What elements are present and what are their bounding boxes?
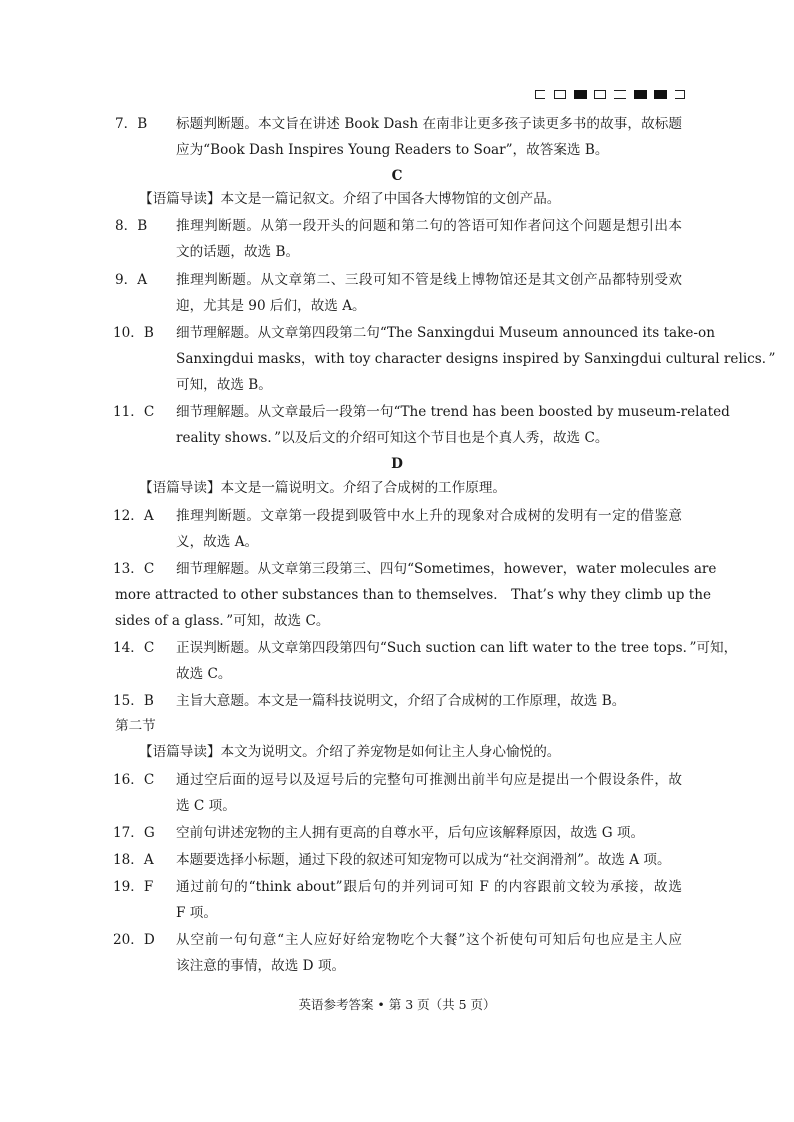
item-text: Sanxingdui masks，with toy character designs inspired by Sanxingdui cultural relics．” [176,351,776,367]
item-number: 11．C [113,404,155,420]
item-text: 正误判断题。从文章第四段第四句“Such suction can lift water to the tree tops．”可知， [176,640,738,656]
header-mark-icon [574,90,587,99]
item-number: 19．F [113,879,154,895]
item-text: more attracted to other substances than to themselves． That’s why they climb up the [115,587,712,603]
item-text: reality shows．”以及后文的介绍可知这个节目也是个真人秀，故选 C。 [176,430,609,446]
item-text: 义，故选 A。 [176,534,259,550]
item-text: sides of a glass．”可知，故选 C。 [115,613,330,629]
header-mark-icon [614,90,626,99]
item-text: 选 C 项。 [176,798,236,814]
item-text: 推理判断题。文章第一段提到吸管中水上升的现象对合成树的发明有一定的借鉴意 [176,508,682,524]
item-number: 20．D [113,932,155,948]
item-number: 10．B [113,325,154,341]
header-mark-icon [554,90,566,99]
item-text: 故选 C。 [176,666,232,682]
item-text: 应为“Book Dash Inspires Young Readers to Soar”，故答案选 B。 [176,142,609,158]
item-text: 标题判断题。本文旨在讲述 Book Dash 在南非让更多孩子读更多书的故事，故标题 [176,116,682,132]
page-footer: 英语参考答案 • 第 3 页（共 5 页） [298,997,496,1012]
item-number: 15．B [113,693,154,709]
header-mark-icon [675,90,685,99]
item-number: 12．A [113,508,154,524]
item-text: 推理判断题。从第一段开头的问题和第二句的答语可知作者问这个问题是想引出本 [176,218,682,234]
header-mark-icon [654,90,667,99]
item-text: 文的话题，故选 B。 [176,244,300,260]
item-text: 通过前句的“think about”跟后句的并列词可知 F 的内容跟前文较为承接，故选 [176,879,682,895]
item-text: 通过空后面的逗号以及逗号后的完整句可推测出前半句应是提出一个假设条件，故 [176,772,682,788]
header-mark-icon [634,90,647,99]
item-number: 9．A [115,272,148,288]
item-number: 16．C [113,772,155,788]
header-mark-icon [594,90,606,99]
item-number: 18．A [113,852,154,868]
item-text: 主旨大意题。本文是一篇科技说明文，介绍了合成树的工作原理，故选 B。 [176,693,626,709]
item-text: 推理判断题。从文章第二、三段可知不管是线上博物馆还是其文创产品都特别受欢 [176,272,682,288]
item-text: 从空前一句句意“主人应好好给宠物吃个大餐”这个祈使句可知后句也应是主人应 [176,932,682,948]
item-text: 本题要选择小标题，通过下段的叙述可知宠物可以成为“社交润滑剂”。故选 A 项。 [176,852,671,868]
item-number: 7．B [115,116,148,132]
item-number: 13．C [113,561,155,577]
item-number: 17．G [113,825,155,841]
item-text: 可知，故选 B。 [176,377,272,393]
item-text: F 项。 [176,905,217,921]
item-text: 空前句讲述宠物的主人拥有更高的自尊水平，后句应该解释原因，故选 G 项。 [176,825,645,841]
item-text: 细节理解题。从文章第四段第二句“The Sanxingdui Museum announced its take-on [176,325,715,341]
item-text: 迎，尤其是 90 后们，故选 A。 [176,298,366,314]
item-number: 14．C [113,640,155,656]
header-mark-icon [535,90,545,99]
item-number: 8．B [115,218,148,234]
header-marks [535,88,695,102]
item-text: 细节理解题。从文章第三段第三、四句“Sometimes，however，water molecules are [176,561,717,577]
item-text: 该注意的事情，故选 D 项。 [176,958,346,974]
item-text: 细节理解题。从文章最后一段第一句“The trend has been boosted by museum-related [176,404,730,420]
